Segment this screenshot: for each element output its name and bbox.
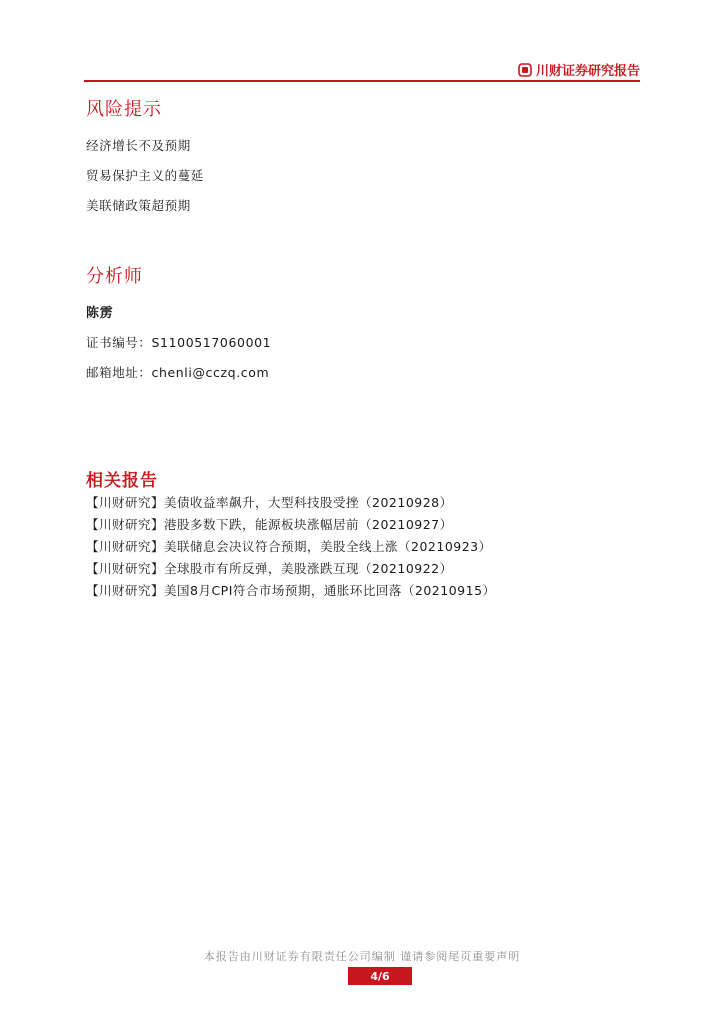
related-report-item[interactable]: 【川财研究】美债收益率飙升，大型科技股受挫（20210928） — [86, 495, 453, 510]
risk-item: 贸易保护主义的蔓延 — [86, 168, 204, 183]
risk-section-title: 风险提示 — [86, 99, 162, 120]
analyst-cert: 证书编号：S1100517060001 — [86, 335, 272, 350]
page-number: 4/6 — [348, 967, 412, 985]
chuancai-logo-icon — [518, 63, 532, 77]
brand-text: 川财证券研究报告 — [535, 64, 640, 79]
related-report-item[interactable]: 【川财研究】全球股市有所反弹，美股涨跌互现（20210922） — [86, 561, 453, 576]
analyst-email: 邮箱地址：chenli@cczq.com — [86, 365, 270, 380]
related-section-title: 相关报告 — [86, 471, 158, 491]
header-rule — [84, 80, 640, 82]
related-report-item[interactable]: 【川财研究】港股多数下跌，能源板块涨幅居前（20210927） — [86, 517, 453, 532]
risk-item: 美联储政策超预期 — [86, 198, 191, 213]
header-brand — [518, 60, 640, 79]
analyst-name: 陈雳 — [86, 306, 114, 321]
related-report-item[interactable]: 【川财研究】美联储息会决议符合预期，美股全线上涨（20210923） — [86, 539, 492, 554]
related-report-item[interactable]: 【川财研究】美国8月CPI符合市场预期，通胀环比回落（20210915） — [86, 583, 496, 598]
footer-disclaimer: 本报告由川财证券有限责任公司编制 谨请参阅尾页重要声明 — [203, 950, 521, 963]
analyst-section-title: 分析师 — [86, 266, 143, 287]
risk-item: 经济增长不及预期 — [86, 138, 191, 153]
